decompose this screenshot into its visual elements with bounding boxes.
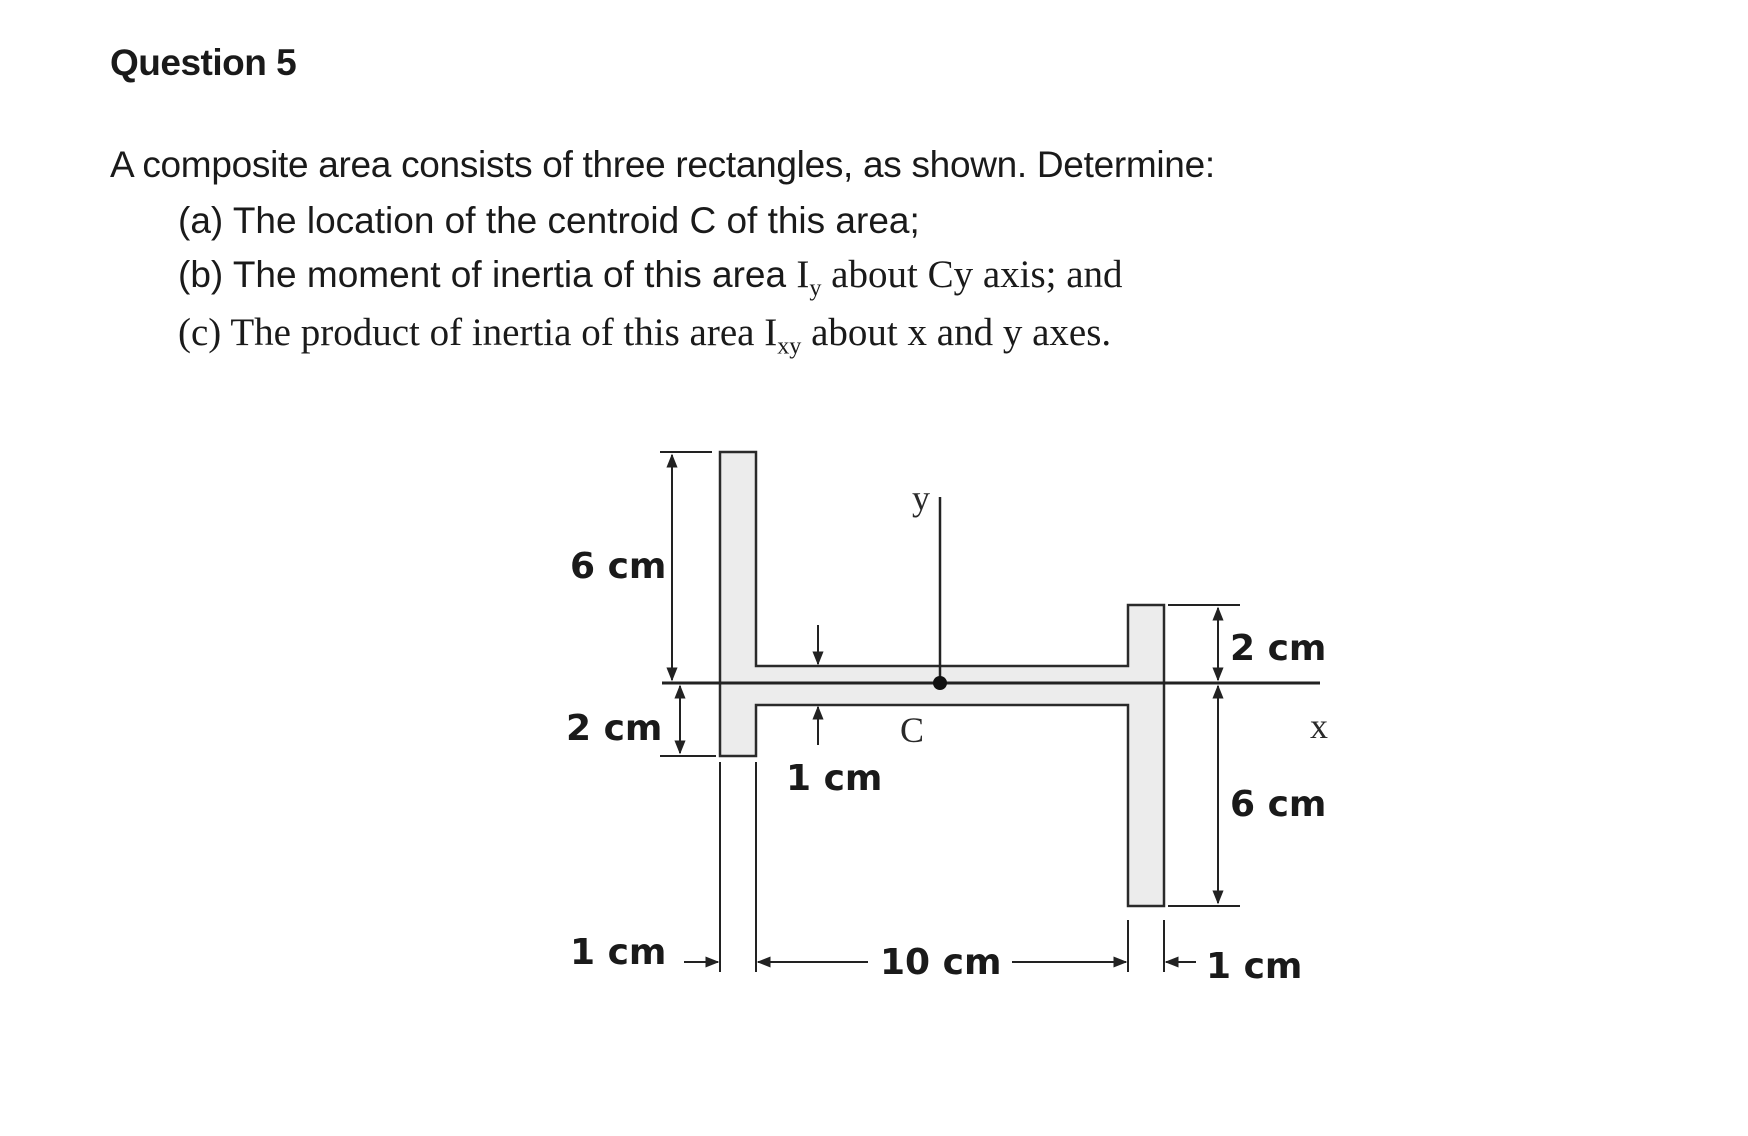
label-web-length: 10 cm xyxy=(880,942,1002,983)
centroid-point xyxy=(933,676,947,690)
label-right-bottom: 6 cm xyxy=(1230,784,1327,825)
question-intro: A composite area consists of three rectangles, as shown. Determine: xyxy=(110,144,1215,185)
part-b-rest: about Cy axis; and xyxy=(821,253,1123,296)
label-right-top: 2 cm xyxy=(1230,628,1327,669)
label-y-axis: y xyxy=(912,478,930,518)
label-left-flange-width: 1 cm xyxy=(570,932,667,973)
label-right-flange-width: 1 cm xyxy=(1206,946,1303,987)
part-c-rest: about x and y axes. xyxy=(801,311,1112,354)
label-left-web: 2 cm xyxy=(566,708,663,749)
part-c-lead: (c) The product of inertia of this area xyxy=(178,311,765,354)
part-c-subscript: xy xyxy=(777,332,802,360)
part-b-lead: (b) The moment of inertia of this area xyxy=(178,254,797,295)
label-x-axis: x xyxy=(1310,706,1328,746)
part-c-symbol: I xyxy=(764,311,778,354)
label-centroid: C xyxy=(900,710,925,750)
part-b-symbol: $I_y$ about Cy axis; and xyxy=(796,253,1123,302)
part-b-subscript: y xyxy=(809,274,822,302)
part-a: (a) The location of the centroid C of this area; xyxy=(178,200,920,241)
label-left-height: 6 cm xyxy=(570,546,667,587)
label-web-thickness: 1 cm xyxy=(786,758,883,799)
question-title: Question 5 xyxy=(110,42,297,83)
